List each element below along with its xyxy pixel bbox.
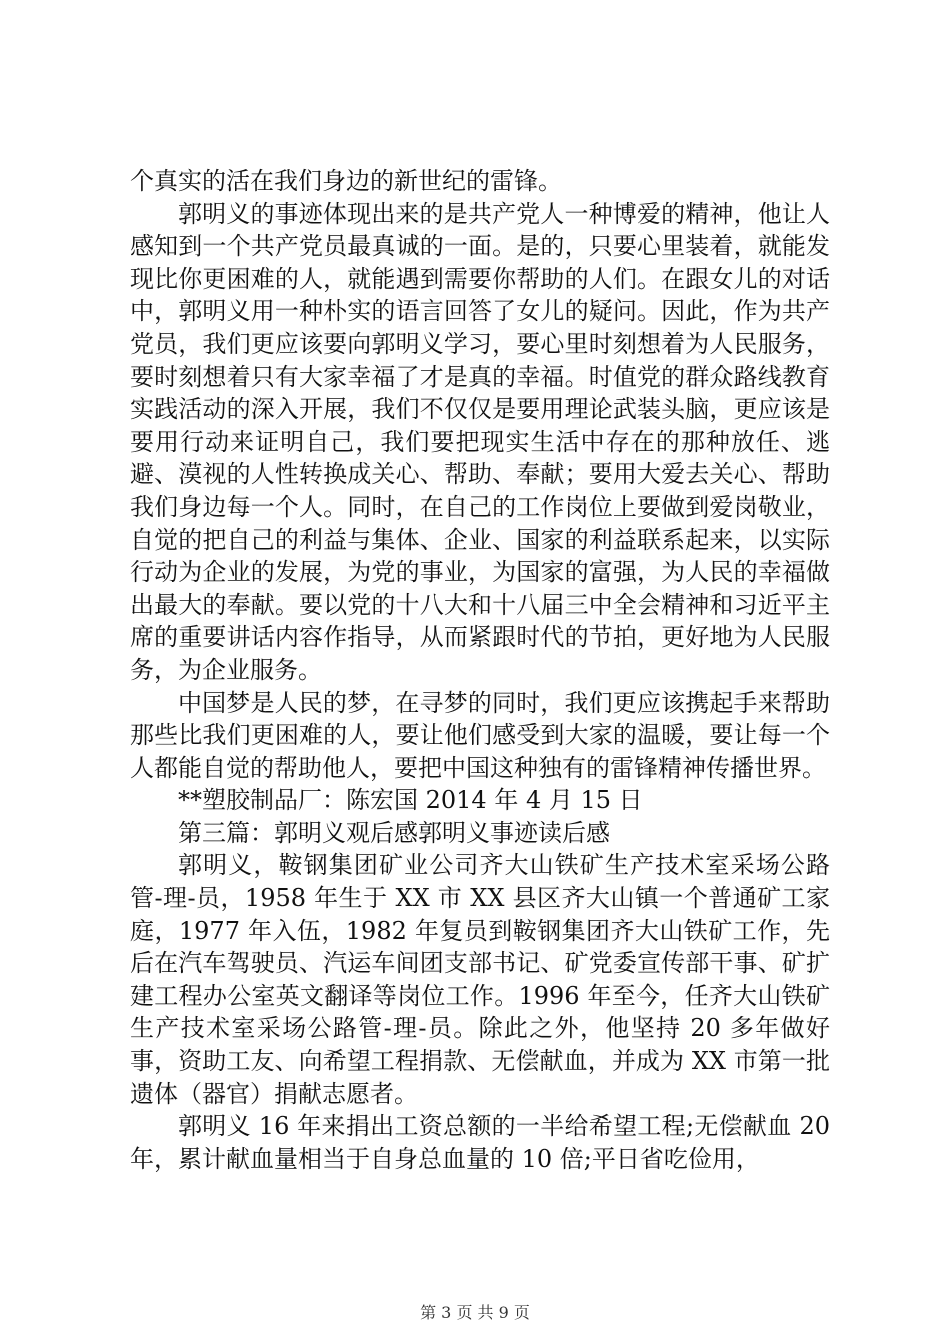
signature-line: **塑胶制品厂：陈宏国 2014 年 4 月 15 日 (178, 786, 643, 815)
paragraph: 个真实的活在我们身边的新世纪的雷锋。 (130, 167, 562, 195)
paragraph: 郭明义，鞍钢集团矿业公司齐大山铁矿生产技术室采场公路管-理-员，1958 年生于 XX 市 XX 县区齐大山镇一个普通矿工家庭，1977 年入伍，1982 年复员到鞍钢集团齐大山铁矿工作，先后在汽车驾驶员、汽运车间团支部书记、矿党委宣传部干事、矿扩建工程办公室英文翻译等岗位工作。1996 年至今，任齐大山铁矿生产技术室采场公路管-理-员。除此之外，他坚持 20 多年做好事，资助工友、向希望工程捐款、无偿献血，并成为 XX 市第一批遗体（器官）捐献志愿者。 (130, 851, 830, 1108)
paragraph: 郭明义 16 年来捐出工资总额的一半给希望工程;无偿献血 20 年，累计献血量相当于自身总血量的 10 倍;平日省吃俭用， (130, 1112, 830, 1173)
paragraph: 中国梦是人民的梦，在寻梦的同时，我们更应该携起手来帮助那些比我们更困难的人，要让他们感受到大家的温暖，要让每一个人都能自觉的帮助他人，要把中国这种独有的雷锋精神传播世界。 (130, 688, 830, 782)
paragraph: 郭明义的事迹体现出来的是共产党人一种博爱的精神，他让人感知到一个共产党员最真诚的一面。是的，只要心里装着，就能发现比你更困难的人，就能遇到需要你帮助的人们。在跟女儿的对话中，郭明义用一种朴实的语言回答了女儿的疑问。因此，作为共产党员，我们更应该要向郭明义学习，要心里时刻想着为人民服务，要时刻想着只有大家幸福了才是真的幸福。时值党的群众路线教育实践活动的深入开展，我们不仅仅是要用理论武装头脑，更应该是要用行动来证明自己，我们要把现实生活中存在的那种放任、逃避、漠视的人性转换成关心、帮助、奉献；要用大爱去关心、帮助我们身边每一个人。同时，在自己的工作岗位上要做到爱岗敬业，自觉的把自己的利益与集体、企业、国家的利益联系起来，以实际行动为企业的发展，为党的事业，为国家的富强，为人民的幸福做出最大的奉献。要以党的十八大和十八届三中全会精神和习近平主席的重要讲话内容作指导，从而紧跟时代的节拍，更好地为人民服务，为企业服务。 (130, 199, 830, 684)
page-footer: 第 3 页 共 9 页 (420, 1303, 530, 1322)
document-body (130, 165, 830, 1175)
section-heading: 第三篇：郭明义观后感郭明义事迹读后感 (178, 818, 610, 847)
